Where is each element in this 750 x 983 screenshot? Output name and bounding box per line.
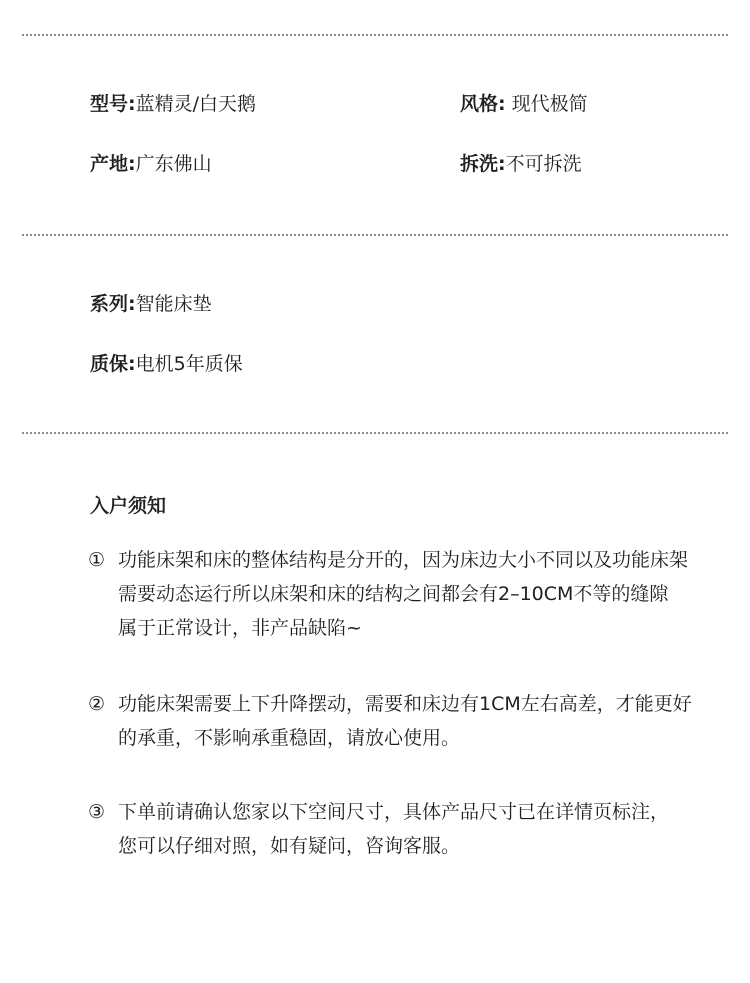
spec-warranty — [90, 352, 243, 376]
notice-text: 功能床架和床的整体结构是分开的，因为床边大小不同以及功能床架 — [118, 549, 689, 571]
notice-line: 属于正常设计，非产品缺陷~ — [118, 617, 362, 639]
notice-line — [88, 687, 738, 721]
spec-value: 电机5年质保 — [135, 353, 243, 375]
notice-item-2 — [88, 687, 738, 755]
notice-item-1 — [88, 543, 738, 645]
spec-label: 产地: — [90, 153, 136, 175]
dotted-divider — [22, 234, 728, 236]
notice-number: ② — [88, 693, 106, 715]
notice-text: 功能床架需要上下升降摆动，需要和床边有1CM左右高差，才能更好 — [118, 693, 692, 715]
spec-label: 型号: — [90, 93, 136, 115]
notice-line — [88, 795, 738, 829]
spec-label: 系列: — [90, 293, 136, 315]
spec-value: 蓝精灵/白天鹅 — [135, 93, 257, 115]
spec-label: 风格: — [460, 93, 506, 115]
notice-line — [88, 543, 738, 577]
notice-line: 的承重，不影响承重稳固，请放心使用。 — [118, 727, 461, 749]
notice-line: 您可以仔细对照，如有疑问，咨询客服。 — [118, 835, 461, 857]
spec-value: 不可拆洗 — [505, 153, 582, 175]
spec-origin — [90, 152, 212, 176]
spec-value: 现代极简 — [511, 93, 588, 115]
spec-label: 拆洗: — [460, 153, 506, 175]
notice-number: ① — [88, 549, 106, 571]
spec-value: 广东佛山 — [135, 153, 212, 175]
spec-series — [90, 292, 212, 316]
notice-item-3 — [88, 795, 738, 863]
spec-value: 智能床垫 — [135, 293, 212, 315]
spec-model — [90, 92, 256, 116]
notice-number: ③ — [88, 801, 106, 823]
spec-style — [460, 92, 588, 116]
notice-line: 需要动态运行所以床架和床的结构之间都会有2–10CM不等的缝隙 — [118, 583, 669, 605]
dotted-divider — [22, 432, 728, 434]
spec-label: 质保: — [90, 353, 136, 375]
notice-title: 入户须知 — [90, 495, 167, 517]
spec-washable — [460, 152, 582, 176]
dotted-divider — [22, 34, 728, 36]
notice-text: 下单前请确认您家以下空间尺寸，具体产品尺寸已在详情页标注， — [118, 801, 670, 823]
